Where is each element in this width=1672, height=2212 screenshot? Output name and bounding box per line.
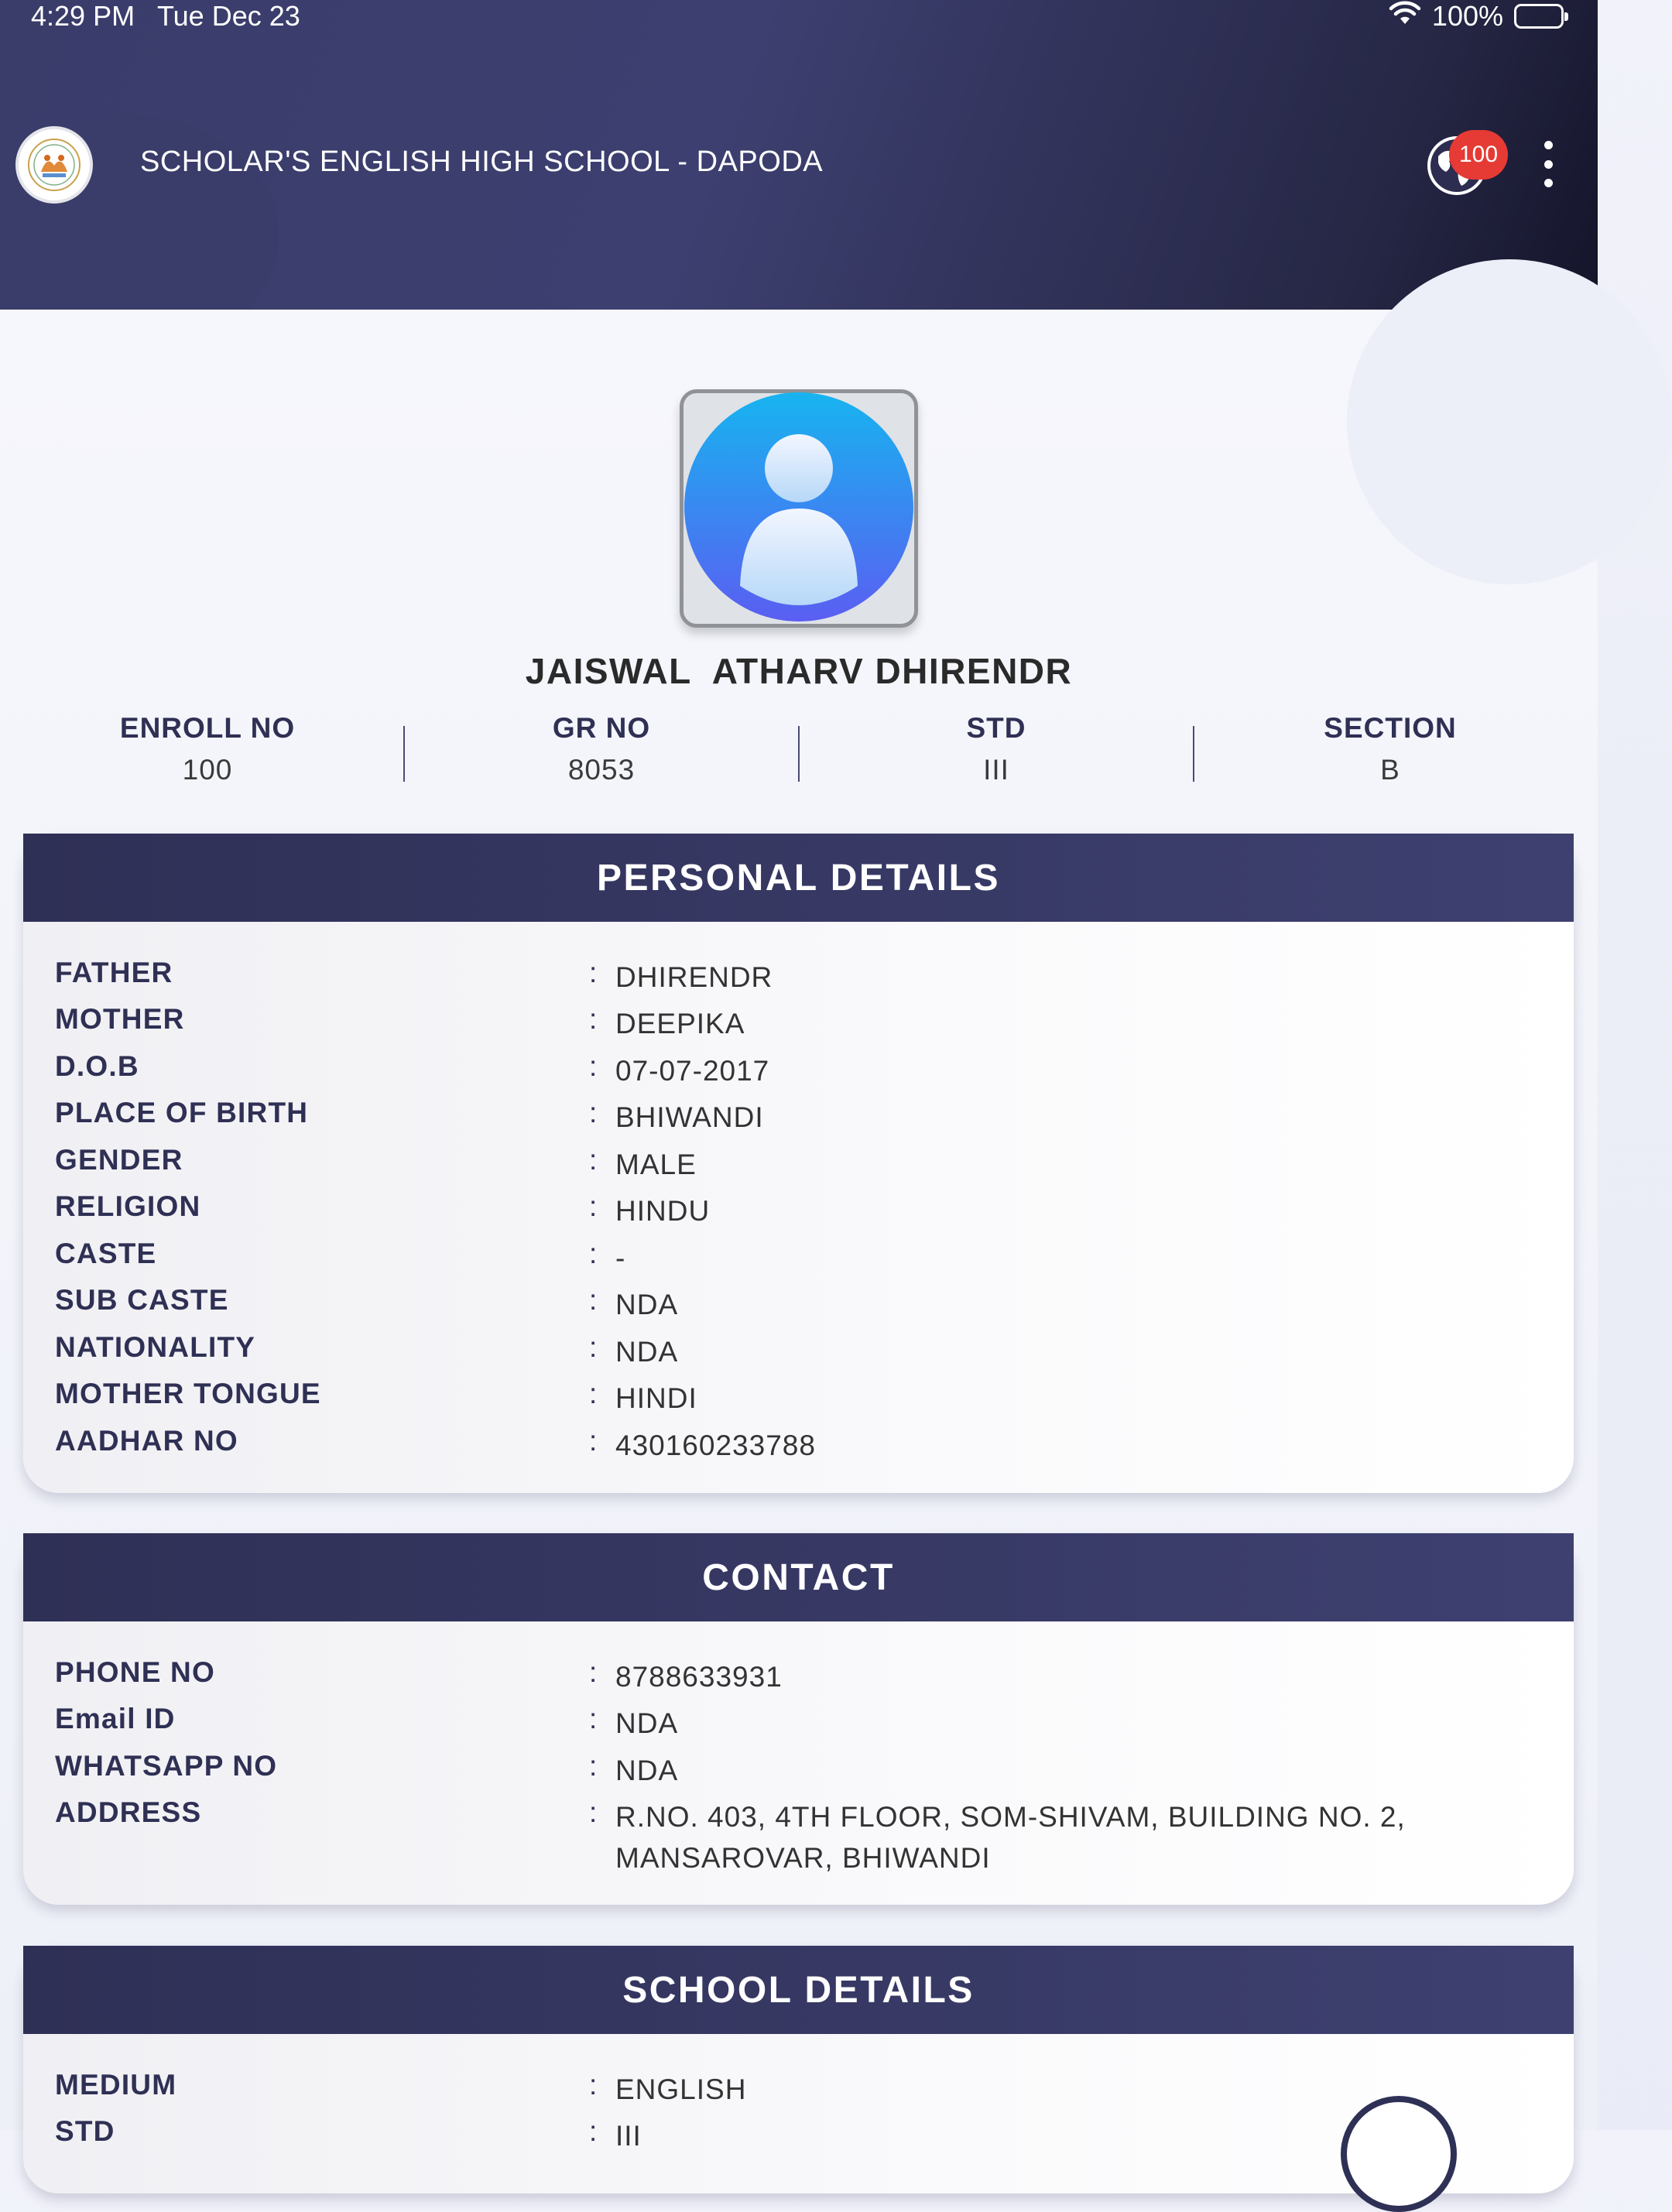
floating-action-button[interactable] [1341, 2096, 1457, 2212]
summary-enroll [10, 712, 405, 786]
detail-label: D.O.B [55, 1050, 139, 1082]
detail-label: WHATSAPP NO [55, 1750, 278, 1782]
personal-details-card [23, 834, 1574, 1493]
detail-colon: : [589, 1378, 598, 1409]
school-name: SCHOLAR'S ENGLISH HIGH SCHOOL - DAPODA [140, 146, 824, 178]
detail-label: Email ID [55, 1703, 176, 1734]
student-name: JAISWAL ATHARV DHIRENDR [525, 651, 1073, 691]
detail-colon: : [589, 1050, 598, 1082]
detail-label: ADDRESS [55, 1796, 202, 1828]
detail-value[interactable]: 8788633931 [615, 1661, 783, 1693]
detail-value: ENGLISH [615, 2073, 747, 2105]
user-avatar-icon [684, 392, 913, 625]
detail-label: PHONE NO [55, 1656, 215, 1688]
detail-value: DEEPIKA [615, 1008, 745, 1039]
detail-colon: : [589, 1331, 598, 1363]
summary-label: ENROLL NO [119, 712, 296, 744]
detail-colon: : [589, 1097, 598, 1128]
summary-value: 8053 [567, 754, 636, 786]
detail-colon: : [589, 957, 598, 988]
detail-value: HINDU [615, 1195, 711, 1227]
detail-value: NDA [615, 1707, 679, 1739]
school-logo[interactable] [15, 126, 93, 204]
summary-section [1193, 712, 1588, 786]
battery-percent: 100% [1431, 0, 1503, 32]
summary-divider [403, 726, 405, 782]
detail-value: DHIRENDR [615, 961, 773, 993]
detail-label: FATHER [55, 957, 173, 988]
summary-value: B [1380, 754, 1400, 786]
status-date: Tue Dec 23 [157, 0, 300, 32]
school-details-title: SCHOOL DETAILS [23, 1946, 1574, 2034]
app-header [0, 116, 1598, 209]
detail-label: RELIGION [55, 1190, 201, 1222]
detail-value: MALE [615, 1149, 697, 1180]
notification-badge: 100 [1449, 130, 1508, 180]
summary-label: STD [966, 712, 1026, 744]
summary-divider [798, 726, 800, 782]
detail-colon: : [589, 1656, 598, 1688]
detail-label: NATIONALITY [55, 1331, 256, 1363]
detail-value: III [615, 2120, 642, 2152]
detail-value: HINDI [615, 1382, 697, 1414]
contact-card [23, 1533, 1574, 1905]
detail-colon: : [589, 1796, 598, 1828]
status-time: 4:29 PM [31, 0, 135, 32]
detail-colon: : [589, 1238, 598, 1269]
detail-colon: : [589, 1703, 598, 1734]
detail-label: MOTHER [55, 1003, 185, 1035]
detail-label: CASTE [55, 1238, 157, 1269]
detail-colon: : [589, 1425, 598, 1457]
status-bar [0, 0, 1598, 34]
detail-value: 430160233788 [615, 1430, 816, 1461]
detail-value: BHIWANDI [615, 1101, 764, 1133]
detail-label: STD [55, 2115, 115, 2147]
contact-title: CONTACT [23, 1533, 1574, 1621]
student-photo[interactable] [680, 389, 918, 628]
detail-label: GENDER [55, 1144, 183, 1176]
detail-value: NDA [615, 1336, 679, 1368]
detail-value: NDA [615, 1755, 679, 1786]
wifi-icon [1389, 0, 1421, 33]
personal-details-title: PERSONAL DETAILS [23, 834, 1574, 922]
globe-icon [1426, 187, 1488, 200]
detail-colon: : [589, 2115, 598, 2147]
summary-gr [404, 712, 799, 786]
summary-value: III [983, 754, 1009, 786]
more-options-button[interactable] [1537, 141, 1560, 187]
detail-label: MEDIUM [55, 2069, 177, 2101]
detail-label: AADHAR NO [55, 1425, 238, 1457]
detail-label: SUB CASTE [55, 1284, 229, 1316]
notifications-button[interactable] [1426, 135, 1499, 197]
detail-label: PLACE OF BIRTH [55, 1097, 309, 1128]
summary-std [799, 712, 1194, 786]
detail-label: MOTHER TONGUE [55, 1378, 321, 1409]
detail-value: R.NO. 403, 4TH FLOOR, SOM-SHIVAM, BUILDING NO. 2, MANSAROVAR, BHIWANDI [615, 1801, 1406, 1874]
detail-value: 07-07-2017 [615, 1055, 770, 1087]
summary-label: SECTION [1324, 712, 1457, 744]
battery-icon [1514, 4, 1564, 29]
detail-colon: : [589, 1144, 598, 1176]
detail-colon: : [589, 1003, 598, 1035]
summary-value: 100 [182, 754, 233, 786]
summary-divider [1193, 726, 1194, 782]
summary-label: GR NO [552, 712, 651, 744]
detail-colon: : [589, 1190, 598, 1222]
detail-colon: : [589, 1750, 598, 1782]
detail-colon: : [589, 1284, 598, 1316]
detail-colon: : [589, 2069, 598, 2101]
detail-value: - [615, 1242, 626, 1274]
detail-value: NDA [615, 1289, 679, 1320]
sheet-bubble-decoration [1347, 259, 1672, 584]
